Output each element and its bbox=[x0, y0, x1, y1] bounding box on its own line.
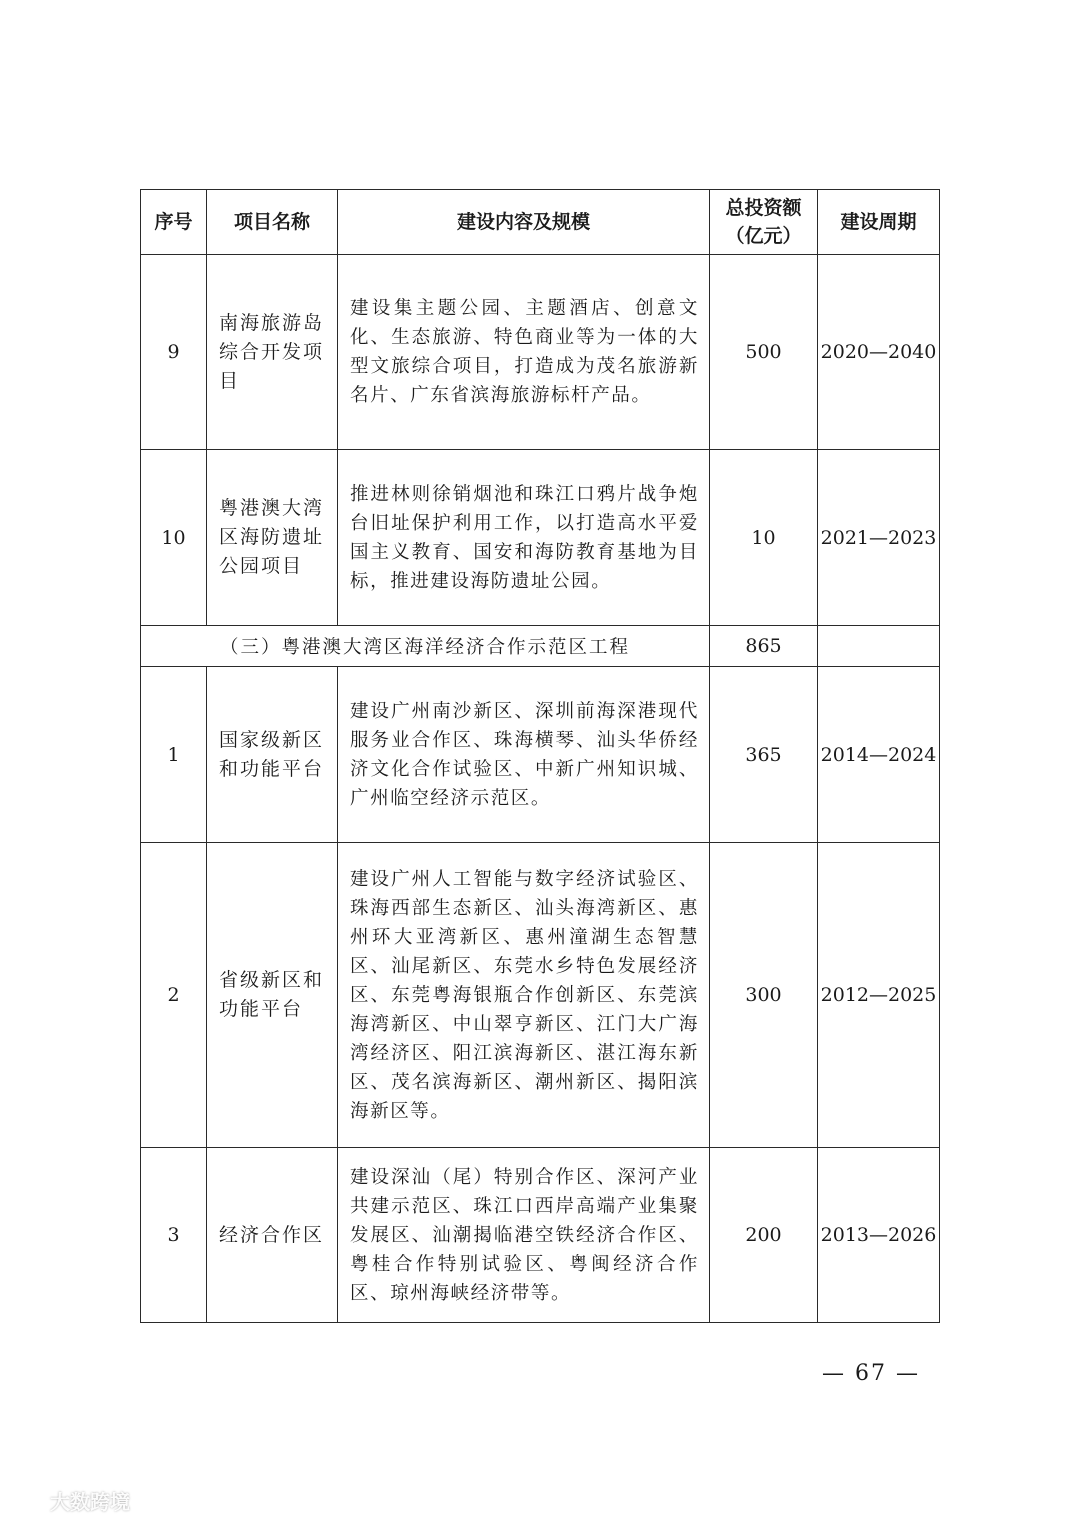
watermark bbox=[10, 1486, 130, 1515]
row-period: 2013—2026 bbox=[818, 1148, 940, 1323]
table-row bbox=[141, 450, 940, 626]
row-content: 建设集主题公园、主题酒店、创意文化、生态旅游、特色商业等为一体的大型文旅综合项目，打造成为茂名旅游新名片、广东省滨海旅游标杆产品。 bbox=[338, 255, 710, 450]
table-header-row bbox=[141, 190, 940, 255]
row-no: 9 bbox=[141, 255, 207, 450]
row-no: 3 bbox=[141, 1148, 207, 1323]
row-no: 1 bbox=[141, 667, 207, 843]
row-name: 粤港澳大湾区海防遗址公园项目 bbox=[207, 450, 338, 626]
section-row bbox=[141, 626, 940, 667]
header-period: 建设周期 bbox=[818, 190, 940, 255]
header-amount-line2: （亿元） bbox=[725, 225, 802, 247]
row-name: 经济合作区 bbox=[207, 1148, 338, 1323]
header-amount-line1: 总投资额 bbox=[725, 197, 802, 219]
row-amount: 300 bbox=[710, 843, 818, 1148]
row-content: 建设广州人工智能与数字经济试验区、珠海西部生态新区、汕头海湾新区、惠州环大亚湾新区、惠州潼湖生态智慧区、汕尾新区、东莞水乡特色发展经济区、东莞粤海银瓶合作创新区、东莞滨海湾新区、中山翠亨新区、江门大广海湾经济区、阳江滨海新区、湛江海东新区、茂名滨海新区、潮州新区、揭阳滨海新区等。 bbox=[338, 843, 710, 1148]
table-row bbox=[141, 667, 940, 843]
header-content: 建设内容及规模 bbox=[338, 190, 710, 255]
row-amount: 500 bbox=[710, 255, 818, 450]
row-amount: 365 bbox=[710, 667, 818, 843]
row-amount: 200 bbox=[710, 1148, 818, 1323]
row-name: 国家级新区和功能平台 bbox=[207, 667, 338, 843]
row-content: 推进林则徐销烟池和珠江口鸦片战争炮台旧址保护利用工作，以打造高水平爱国主义教育、国安和海防教育基地为目标，推进建设海防遗址公园。 bbox=[338, 450, 710, 626]
section-amount: 865 bbox=[710, 626, 818, 667]
section-period-empty bbox=[818, 626, 940, 667]
header-name: 项目名称 bbox=[207, 190, 338, 255]
row-period: 2014—2024 bbox=[818, 667, 940, 843]
table-row bbox=[141, 255, 940, 450]
row-name: 南海旅游岛综合开发项目 bbox=[207, 255, 338, 450]
table-row bbox=[141, 843, 940, 1148]
chat-bubble-icon bbox=[10, 1488, 44, 1514]
investment-table bbox=[140, 189, 940, 1323]
watermark-text: 大数跨境 bbox=[50, 1490, 130, 1514]
row-amount: 10 bbox=[710, 450, 818, 626]
row-period: 2020—2040 bbox=[818, 255, 940, 450]
row-period: 2021—2023 bbox=[818, 450, 940, 626]
row-content: 建设广州南沙新区、深圳前海深港现代服务业合作区、珠海横琴、汕头华侨经济文化合作试验区、中新广州知识城、广州临空经济示范区。 bbox=[338, 667, 710, 843]
header-amount bbox=[710, 190, 818, 255]
section-title: （三）粤港澳大湾区海洋经济合作示范区工程 bbox=[141, 626, 710, 667]
row-content: 建设深汕（尾）特别合作区、深河产业共建示范区、珠江口西岸高端产业集聚发展区、汕潮揭临港空铁经济合作区、粤桂合作特别试验区、粤闽经济合作区、琼州海峡经济带等。 bbox=[338, 1148, 710, 1323]
row-no: 10 bbox=[141, 450, 207, 626]
row-no: 2 bbox=[141, 843, 207, 1148]
table-row bbox=[141, 1148, 940, 1323]
row-name: 省级新区和功能平台 bbox=[207, 843, 338, 1148]
row-period: 2012—2025 bbox=[818, 843, 940, 1148]
header-no: 序号 bbox=[141, 190, 207, 255]
page-number: — 67 — bbox=[822, 1361, 920, 1386]
